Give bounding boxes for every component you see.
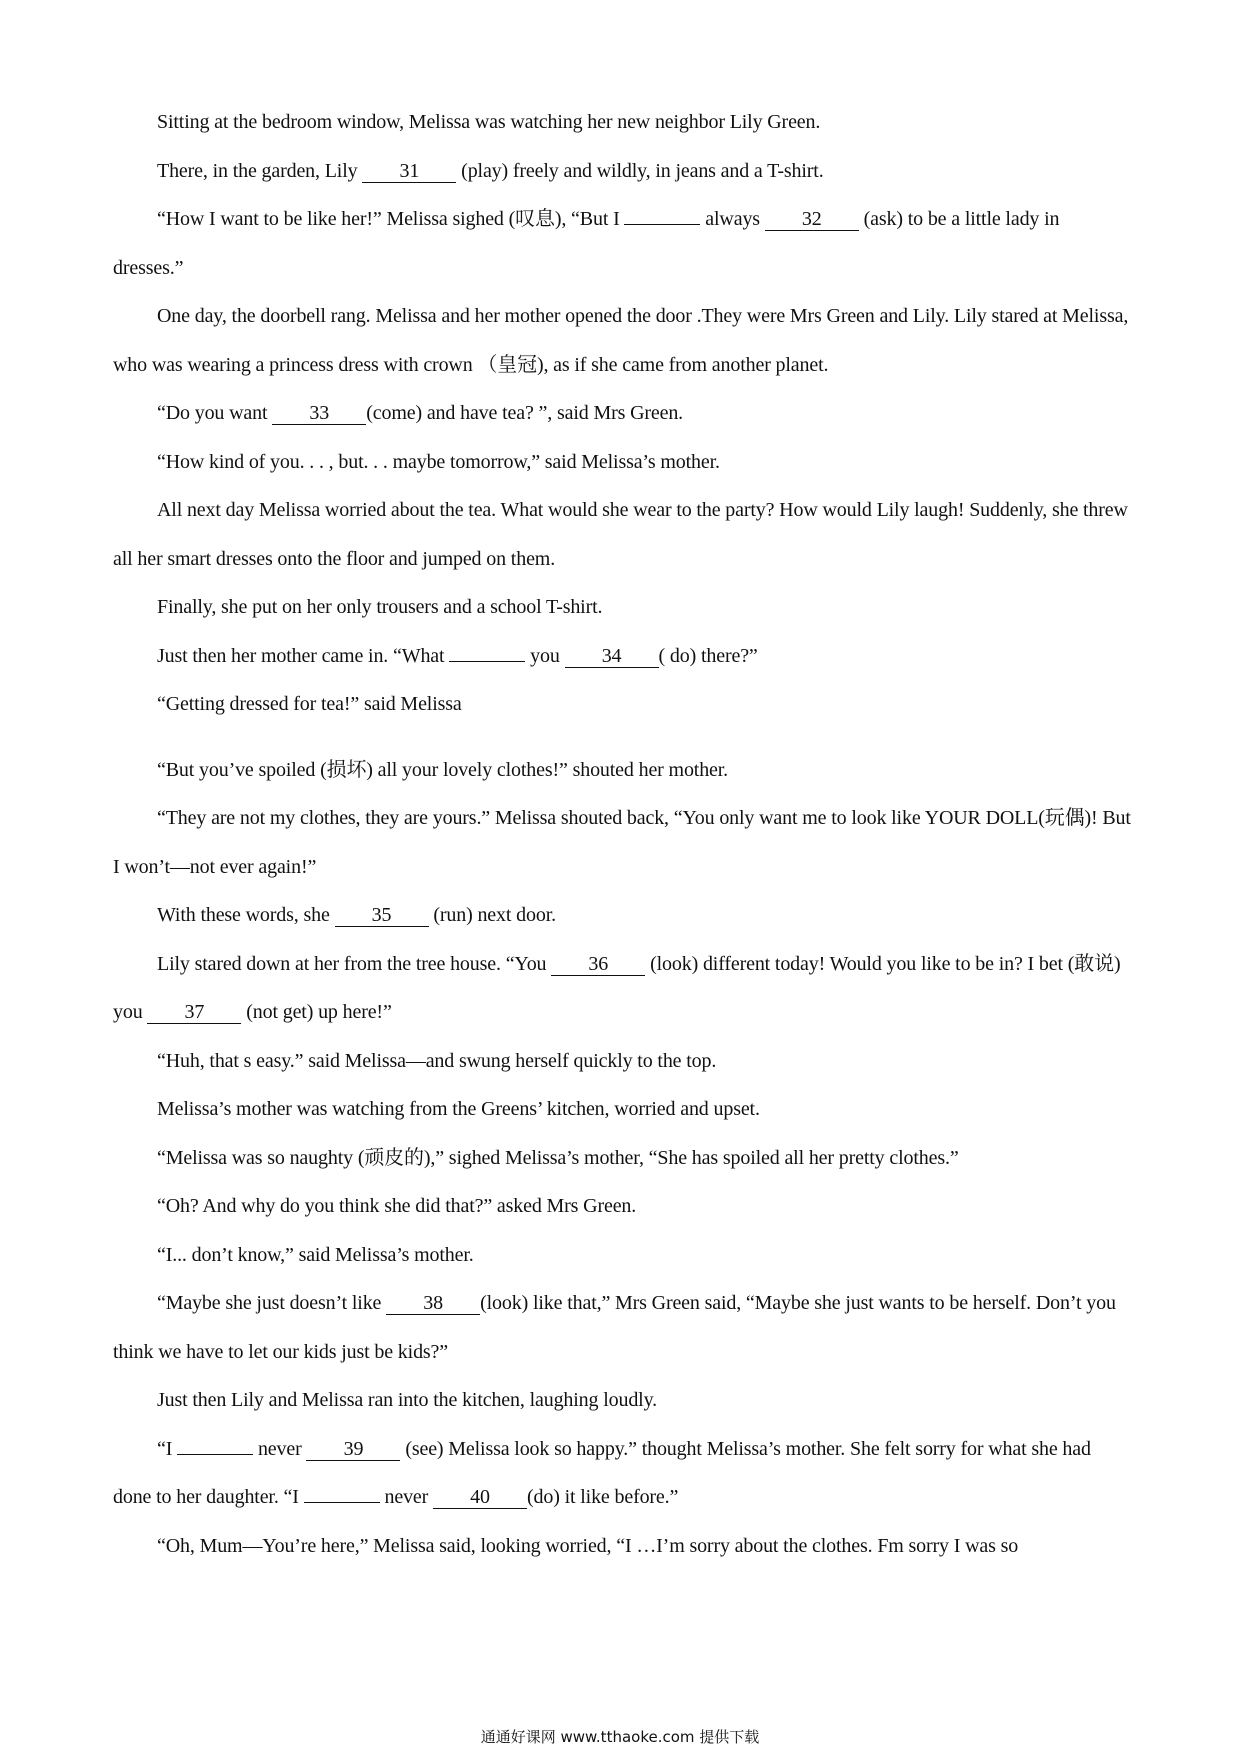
paragraph-text: “Maybe she just doesn’t like — [157, 1292, 387, 1314]
passage-paragraph — [113, 1037, 1133, 1086]
passage-paragraph — [113, 1231, 1133, 1280]
passage-paragraph — [113, 1085, 1133, 1134]
passage-paragraph — [113, 583, 1133, 632]
paragraph-text: “They are not my clothes, they are yours.” Melissa shouted back, “You only want me to look like YOUR DOLL(玩偶)! But I won’t—not ever again!” — [113, 807, 1131, 878]
answer-blank[interactable] — [449, 639, 525, 662]
answer-blank-38[interactable]: 38 — [386, 1292, 480, 1315]
passage-paragraph — [113, 147, 1133, 196]
answer-blank-37[interactable]: 37 — [147, 1001, 241, 1024]
answer-blank-33[interactable]: 33 — [272, 402, 366, 425]
passage-body — [113, 98, 1133, 1570]
answer-blank-39[interactable]: 39 — [306, 1438, 400, 1461]
paragraph-text: “Oh? And why do you think she did that?” asked Mrs Green. — [157, 1195, 637, 1217]
answer-blank-32[interactable]: 32 — [765, 208, 859, 231]
paragraph-text: All next day Melissa worried about the tea. What would she wear to the party? How would Lily laugh! Suddenly, she threw all her smart dresses onto the floor and jumped on them. — [113, 499, 1128, 570]
paragraph-text: always — [700, 208, 765, 230]
paragraph-text: (run) next door. — [428, 904, 556, 926]
page-footer: 通通好课网 www.tthaoke.com 提供下载 — [480, 1728, 760, 1746]
paragraph-text: Just then her mother came in. “What — [157, 644, 450, 667]
paragraph-text: (not get) up here!” — [241, 1001, 392, 1023]
paragraph-text: “I... don’t know,” said Melissa’s mother. — [157, 1243, 474, 1266]
answer-blank[interactable] — [177, 1432, 253, 1455]
paragraph-text: never — [379, 1486, 434, 1508]
paragraph-text: (play) freely and wildly, in jeans and a T-shirt. — [456, 159, 824, 182]
paragraph-text: “How I want to be like her!” Melissa sighed (叹息), “But I — [157, 208, 625, 230]
paragraph-text: “I — [157, 1437, 178, 1460]
paragraph-text: One day, the doorbell rang. Melissa and her mother opened the door .They were Mrs Green and Lily. Lily stared at Melissa, who was wearing a princess dress with crown （皇冠), as if she came from another planet. — [113, 305, 1129, 376]
paragraph-text: never — [253, 1437, 307, 1460]
paragraph-text: “How kind of you. . . , but. . . maybe tomorrow,” said Melissa’s mother. — [157, 450, 720, 473]
paragraph-text: (come) and have tea? ”, said Mrs Green. — [366, 402, 684, 424]
paragraph-text: (look) like that,” Mrs Green said, “Maybe she just wants to be herself. Don’t you think we have to let our kids just be kids?” — [113, 1292, 1116, 1363]
paragraph-text: There, in the garden, Lily — [157, 159, 363, 182]
answer-blank-40[interactable]: 40 — [433, 1486, 527, 1509]
answer-blank-35[interactable]: 35 — [335, 904, 429, 927]
paragraph-text: Sitting at the bedroom window, Melissa was watching her new neighbor Lily Green. — [157, 111, 821, 133]
paragraph-text: ( do) there?” — [658, 644, 758, 667]
passage-paragraph — [113, 1376, 1133, 1425]
answer-blank-36[interactable]: 36 — [551, 953, 645, 976]
passage-paragraph — [113, 292, 1133, 389]
paragraph-text: “Oh, Mum—You’re here,” Melissa said, looking worried, “I …I’m sorry about the clothes. Fm sorry I was so — [157, 1534, 1019, 1557]
passage-paragraph — [113, 195, 1133, 292]
paragraph-text: “Huh, that s easy.” said Melissa—and swung herself quickly to the top. — [157, 1049, 717, 1072]
passage-paragraph — [113, 891, 1133, 940]
passage-paragraph — [113, 98, 1133, 147]
passage-paragraph — [113, 1182, 1133, 1231]
passage-paragraph — [113, 1134, 1133, 1183]
answer-blank[interactable] — [304, 1480, 380, 1503]
passage-paragraph — [113, 1425, 1133, 1522]
paragraph-text: Melissa’s mother was watching from the Greens’ kitchen, worried and upset. — [157, 1098, 760, 1120]
paragraph-text: (ask) to be a little lady in dresses.” — [113, 208, 1060, 279]
paragraph-text: Lily stared down at her from the tree house. “You — [157, 952, 552, 975]
paragraph-text: Just then Lily and Melissa ran into the kitchen, laughing loudly. — [157, 1389, 657, 1411]
paragraph-text: you — [525, 644, 565, 667]
passage-paragraph — [113, 486, 1133, 583]
passage-paragraph — [113, 632, 1133, 681]
answer-blank[interactable] — [624, 202, 700, 225]
paragraph-text: With these words, she — [157, 904, 335, 926]
passage-paragraph — [113, 794, 1133, 891]
paragraph-text: Finally, she put on her only trousers and a school T-shirt. — [157, 596, 603, 618]
passage-paragraph — [113, 1522, 1133, 1571]
passage-paragraph — [113, 680, 1133, 729]
answer-blank-31[interactable]: 31 — [362, 160, 456, 183]
passage-paragraph — [113, 438, 1133, 487]
passage-paragraph — [113, 940, 1133, 1037]
passage-paragraph — [113, 1279, 1133, 1376]
passage-paragraph — [113, 389, 1133, 438]
passage-paragraph — [113, 746, 1133, 795]
answer-blank-34[interactable]: 34 — [565, 645, 659, 668]
paragraph-text: “Getting dressed for tea!” said Melissa — [157, 693, 462, 715]
paragraph-text: (do) it like before.” — [527, 1486, 679, 1508]
paragraph-text: (look) different today! Would you like to be in? I bet (敢说) you — [113, 952, 1121, 1023]
paragraph-text: “Do you want — [157, 402, 273, 424]
paragraph-text: “Melissa was so naughty (顽皮的),” sighed Melissa’s mother, “She has spoiled all her pretty clothes.” — [157, 1146, 959, 1169]
paragraph-text: “But you’ve spoiled (损坏) all your lovely clothes!” shouted her mother. — [157, 758, 729, 781]
paragraph-text: (see) Melissa look so happy.” thought Melissa’s mother. She felt sorry for what she had done to her daughter. “I — [113, 1437, 1091, 1508]
